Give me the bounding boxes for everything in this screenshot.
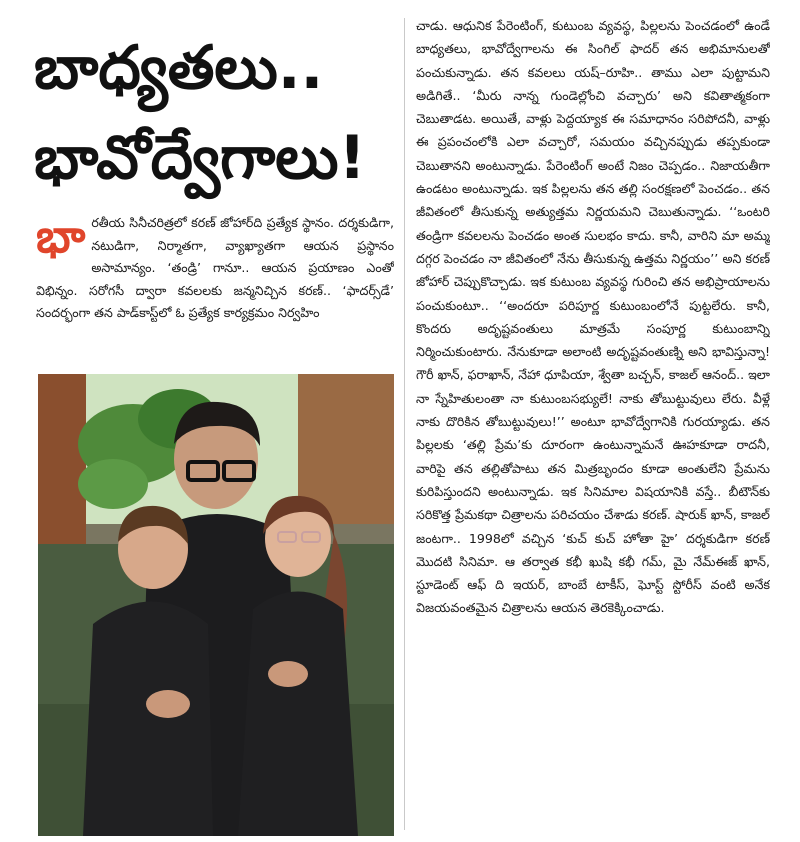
lead-paragraph: రతీయ సినీచరిత్రలో కరణ్ జోహార్‌ది ప్రత్యేక స్థానం. దర్శకుడిగా, నటుడిగా, నిర్మాతగా, వ్యాఖ్యాతగా ఆయన ప్రస్థానం అసామాన్యం. ‘తండ్రి’ గానూ.. ఆయన ప్రయాణం ఎంతో విభిన్నం. సరోగసీ ద్వారా కవలలకు జన్మనిచ్చిన కరణ్.. ‘ఫాదర్స్‌డే’ సందర్భంగా తన పాడ్‌కాస్ట్‌లో ఓ ప్రత్యేక కార్యక్రమం నిర్వహిం bbox=[36, 215, 394, 321]
article-continuation bbox=[416, 14, 770, 836]
headline-line-1: బాధ్యతలు.. bbox=[34, 33, 324, 103]
headline-line-2: భావోద్వేగాలు! bbox=[34, 123, 366, 193]
continuation-paragraph: చాడు. ఆధునిక పేరెంటింగ్, కుటుంబ వ్యవస్థ, పిల్లలను పెంచడంలో ఉండే బాధ్యతలు, భావోద్వేగాలను ఈ సింగిల్ ఫాదర్ తన అభిమానులతో పంచుకున్నాడు. తన కవలలు యష్–రూహి.. తాము ఎలా పుట్టామని అడిగితే.. ‘మీరు నాన్న గుండెల్లోంచి వచ్చారు’ అని కవితాత్మకంగా చెబుతాడట. అయితే, వాళ్లు పెద్దయ్యాక ఈ సమాధానం సరిపోదనీ, వాళ్లు ఈ ప్రపంచంలోకి ఎలా వచ్చారో, సమయం వచ్చినప్పుడు తప్పకుండా చెబుతానని అంటున్నాడు. పేరెంటింగ్ అంటే నిజం చెప్పడం.. నిజాయతీగా ఉండటం అంటున్నాడు. ఇక పిల్లలను తన తల్లి సంరక్షణలో పెంచడం.. తన జీవితంలో తీసుకున్న అత్యుత్తమ నిర్ణయమని చెబుతున్నాడు. ‘‘ఒంటరి తండ్రిగా కవలలను పెంచడం అంత సులభం కాదు. కానీ, వారిని మా అమ్మ దగ్గర పెంచడం నా జీవితంలో నేను తీసుకున్న ఉత్తమ నిర్ణయం’’ అని కరణ్ జోహార్ చెప్పుకొచ్చాడు. ఇక కుటుంబ వ్యవస్థ గురించి తన అభిప్రాయాలను పంచుకుంటూ.. ‘‘అందరూ పరిపూర్ణ కుటుంబంలోనే పుట్టలేరు. కానీ, కొందరు అదృష్టవంతులు మాత్రమే సంపూర్ణ కుటుంబాన్ని నిర్మించుకుంటారు. నేనుకూడా అలాంటి అదృష్టవంతుణ్ని అని భావిస్తున్నా! గౌరీ ఖాన్, ఫరాఖాన్, నేహా ధూపియా, శ్వేతా బచ్చన్, కాజల్ ఆనంద్.. ఇలా నా స్నేహితులంతా నా కుటుంబసభ్యులే! నాకు తోబుట్టువులు లేరు. వీళ్లే నాకు దొరికిన తోబుట్టువులు!’’ అంటూ భావోద్వేగానికి గురయ్యాడు. తన పిల్లలకు ‘తల్లి ప్రేమ’కు దూరంగా ఉంటున్నామనే ఊహకూడా రాదనీ, వారిపై తన తల్లితోపాటు తన మిత్రబృందం కూడా అంతులేని ప్రేమను కురిపిస్తుందని అంటున్నాడు. ఇక సినిమాల విషయానికి వస్తే.. బీటౌన్‌కు సరికొత్త ప్రేమకథా చిత్రాలను పరిచయం చేశాడు కరణ్. షారుక్ ఖాన్, కాజల్ జంటగా.. 1998లో వచ్చిన ‘కుచ్ కుచ్ హోతా హై’ దర్శకుడిగా కరణ్ మొదటి సినిమా. ఆ తర్వాత కభీ ఖుషి కభీ గమ్, మై నేమ్‌ఈజ్ ఖాన్, స్టూడెంట్ ఆఫ్ ది ఇయర్, బాంబే టాకీస్, ఘోస్ట్ స్టోరీస్ వంటి అనేక విజయవంతమైన చిత్రాలను ఆయన తెరకెక్కించాడు. bbox=[416, 18, 770, 616]
drop-cap: భా bbox=[36, 212, 86, 263]
article-lead bbox=[36, 212, 394, 370]
column-divider bbox=[404, 18, 405, 830]
family-photo bbox=[38, 374, 394, 836]
family-photo-illustration bbox=[38, 374, 394, 836]
